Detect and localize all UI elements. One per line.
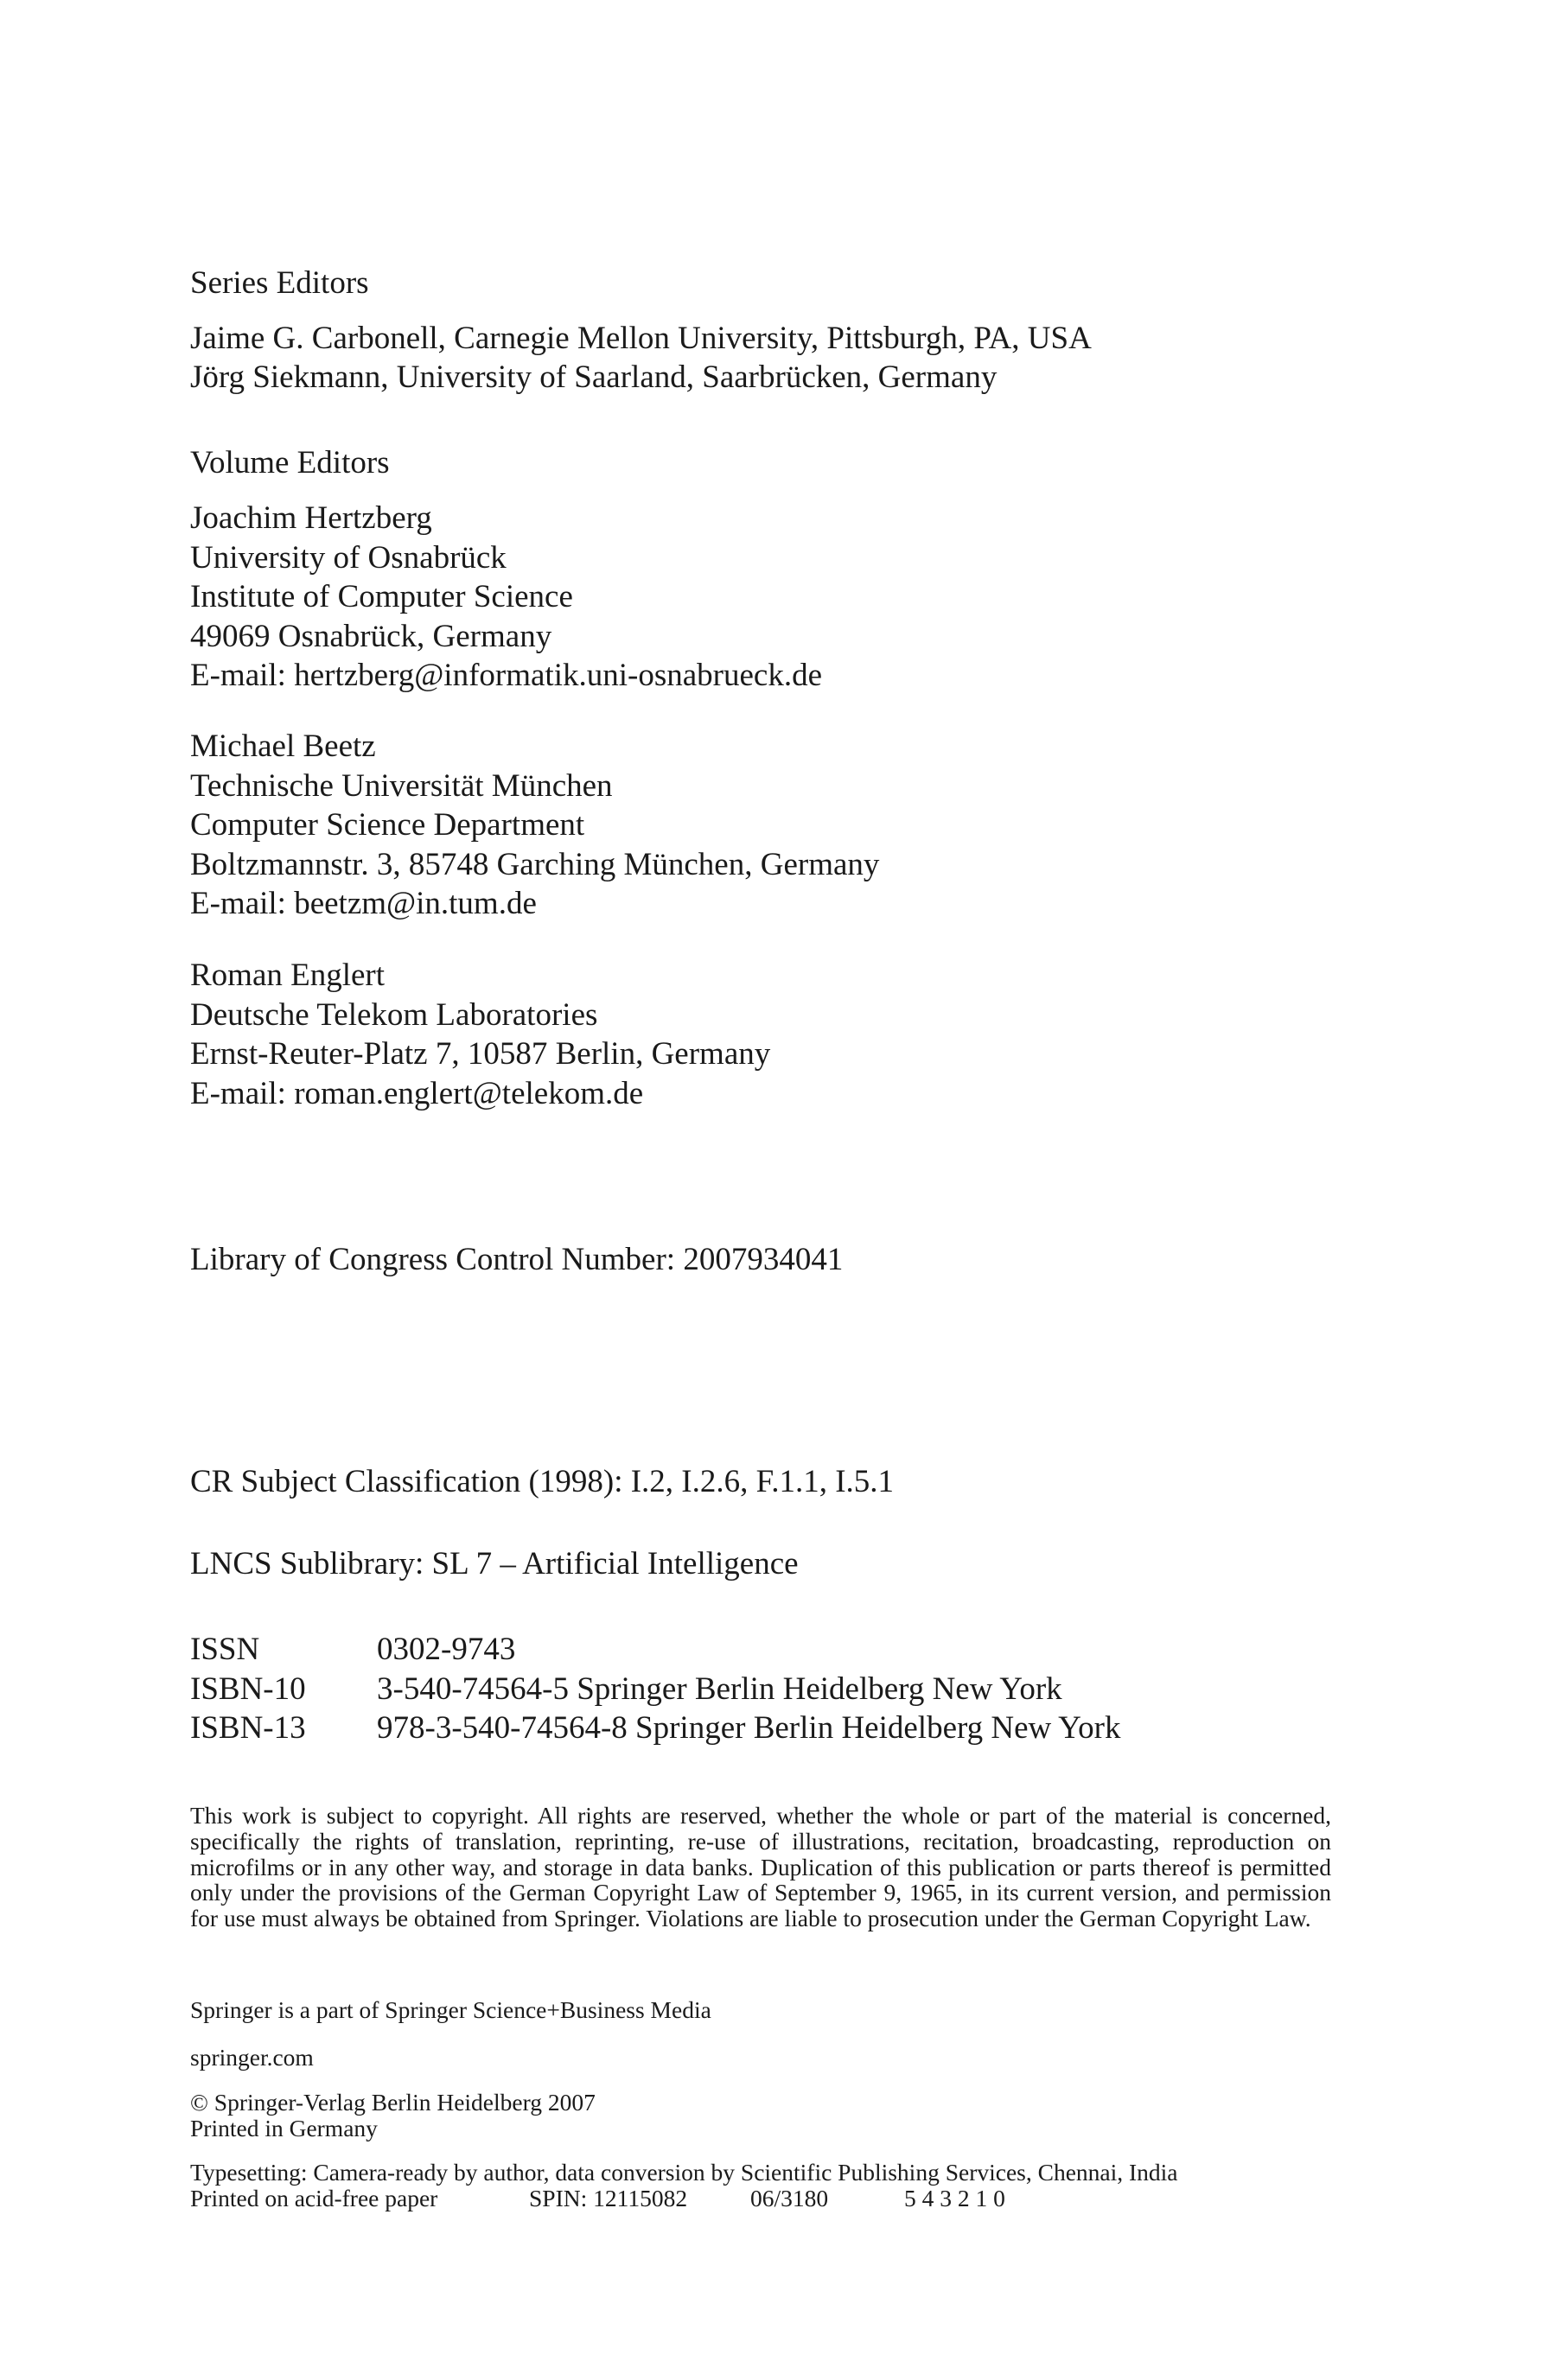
series-editor-line: Jaime G. Carbonell, Carnegie Mellon University, Pittsburgh, PA, USA [190,320,1092,356]
typesetting-text: Typesetting: Camera-ready by author, data conversion by Scientific Publishing Services, Chennai, India [190,2159,1178,2186]
identifier-row-issn [190,1630,1340,1670]
lncs-sublibrary [190,1544,1340,1584]
cr-classification [190,1462,1340,1502]
editor-address-line: Deutsche Telekom Laboratories [190,996,598,1033]
loc-control-number: Library of Congress Control Number: 2007934041 [190,1242,844,1277]
springer-part [190,1997,1340,2023]
library-of-congress [190,1240,1340,1280]
cr-classification-text: CR Subject Classification (1998): I.2, I.2.6, F.1.1, I.5.1 [190,1464,895,1499]
spin-number: SPIN: 12115082 [529,2184,688,2211]
volume-editors-section [190,443,1340,483]
editor-email: E-mail: hertzberg@informatik.uni-osnabrueck.de [190,658,823,693]
editor-email: E-mail: roman.englert@telekom.de [190,1075,644,1111]
identifier-value: 3-540-74564-5 Springer Berlin Heidelberg New York [377,1670,1062,1707]
volume-editors-heading: Volume Editors [190,445,390,480]
website-text[interactable]: springer.com [190,2044,314,2071]
editor-address-line: Boltzmannstr. 3, 85748 Garching München, Germany [190,846,880,882]
editor-block [190,727,1340,924]
editor-address-line: Computer Science Department [190,807,585,843]
editor-address-line: Institute of Computer Science [190,579,573,614]
editor-address-line: Technische Universität München [190,767,613,804]
series-editors-heading: Series Editors [190,265,369,301]
editor-block [190,956,1340,1113]
lncs-sublibrary-text: LNCS Sublibrary: SL 7 – Artificial Intelligence [190,1546,799,1581]
editor-block [190,499,1340,696]
identifier-label: ISSN [190,1632,260,1667]
series-editor-line: Jörg Siekmann, University of Saarland, Saarbrücken, Germany [190,360,998,395]
printed-in: Printed in Germany [190,2114,378,2141]
website [190,2045,1340,2071]
identifier-table [190,1630,1340,1748]
identifier-label: ISBN-10 [190,1670,306,1707]
editor-name: Michael Beetz [190,729,376,764]
print-code: 06/3180 [750,2184,829,2211]
editor-email: E-mail: beetzm@in.tum.de [190,886,537,921]
series-editors-section [190,264,1340,398]
identifier-value: 0302-9743 [377,1632,516,1667]
typesetting-info [190,2160,1340,2211]
springer-part-text: Springer is a part of Springer Science+Business Media [190,1996,711,2023]
acid-free-paper: Printed on acid-free paper [190,2184,438,2211]
identifier-value: 978-3-540-74564-8 Springer Berlin Heidelberg New York [377,1710,1121,1746]
editor-address-line: Ernst-Reuter-Platz 7, 10587 Berlin, Germany [190,1036,771,1072]
identifier-row-isbn10 [190,1670,1340,1709]
editor-address-line: 49069 Osnabrück, Germany [190,618,552,654]
copyright-line: © Springer-Verlag Berlin Heidelberg 2007 [190,2089,596,2116]
print-info-row [190,2186,1340,2211]
printing-sequence: 5 4 3 2 1 0 [904,2184,1005,2211]
identifier-label: ISBN-13 [190,1710,306,1746]
editor-name: Roman Englert [190,958,386,993]
copyright-statement [190,2090,1340,2141]
copyright-notice: This work is subject to copyright. All rights are reserved, whether the whole or part of the material is concerned, specifically the rights of translation, reprinting, re-use of illustrations, recitation, broadcasting, reproduction on microfilms or in any other way, and storage in data banks. Duplication of this publication or parts thereof is permitted only under the provisions of the German Copyright Law of September 9, 1965, in its current version, and permission for use must always be obtained from Springer. Violations are liable to prosecution under the German Copyright Law. [190,1802,1331,1932]
identifier-row-isbn13 [190,1709,1340,1748]
editor-name: Joachim Hertzberg [190,500,432,536]
editor-address-line: University of Osnabrück [190,539,507,576]
